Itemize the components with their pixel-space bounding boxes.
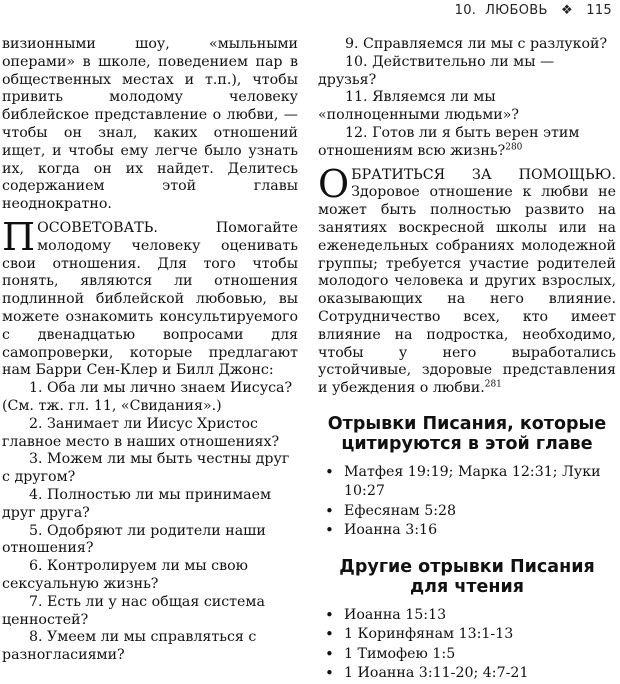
question-item: 9. Справляемся ли мы с разлукой?: [345, 36, 608, 52]
heading-line: Другие отрывки Писания: [339, 556, 595, 577]
question-item: 2. Занимает ли Иисус Христос главное место в наших отношениях?: [2, 415, 280, 450]
question-item: 4. Полностью ли мы принимаем друг друга?: [2, 486, 271, 521]
question-item: 3. Можем ли мы быть честны друг с другом?: [2, 451, 290, 486]
question-item: [318, 125, 616, 161]
list-item: • 1 Тимофею 1:5: [318, 645, 616, 665]
running-header: [0, 0, 612, 22]
question-item: 8. Умеем ли мы справляться с разногласиями?: [2, 629, 257, 664]
list-item: • Иоанна 15:13: [318, 606, 616, 626]
advise-heading: ОСОВЕТОВАТЬ.: [37, 219, 158, 236]
help-heading: БРАТИТЬСЯ ЗА ПОМОЩЬЮ.: [351, 166, 616, 183]
footnote-ref: 280: [505, 142, 523, 153]
page-number: 115: [586, 3, 612, 18]
list-item: • Ефесянам 5:28: [318, 502, 616, 522]
advise-dropcap: П: [2, 214, 36, 259]
other-scripture-heading: [318, 557, 616, 597]
chapter-title: ЛЮБОВЬ: [485, 3, 548, 18]
ornament-icon: ❖: [561, 3, 573, 18]
help-dropcap: О: [318, 161, 350, 206]
question-item: 1. Оба ли мы лично знаем Иисуса? (См. тж. гл. 11, «Свидания».): [2, 380, 293, 414]
chapter-number: 10.: [454, 3, 477, 18]
list-item: • 1 Иоанна 3:11-20; 4:7-21: [318, 664, 616, 684]
list-item: • 1 Коринфянам 13:1-13: [318, 625, 616, 645]
right-column: [318, 36, 616, 684]
heading-line: Отрывки Писания, которые: [327, 413, 607, 434]
intro-paragraph: визионными шоу, «мыльными операми» в школе, поведением пар в общественных местах и т.п.), чтобы привить молодому человеку библейское представление о любви, — чтобы он знал, каких отношений ищет, и чтобы ему легче было узнать их, когда он их найдет. Делитесь содержанием этой главы неоднократно.: [2, 36, 298, 213]
heading-line: цитируются в этой главе: [341, 433, 593, 454]
footnote-ref: 281: [484, 379, 502, 390]
question-text: 12. Готов ли я быть верен этим отношениям всю жизнь?: [318, 124, 580, 159]
cited-scripture-list: [318, 463, 616, 541]
advise-text: Помогайте молодому человеку оценивать свои отношения. Для того чтобы понять, являются ли отношения подлинной библейской любовью, вы можете ознакомить консультируемого с двенадцатью вопросами для самопроверки, которые предлагают нам Барри Сен-Клер и Билл Джонс:: [2, 219, 298, 379]
list-item: • Иоанна 3:16: [318, 521, 616, 541]
question-item: 10. Действительно ли мы — друзья?: [318, 53, 555, 88]
left-column: [2, 36, 298, 665]
question-item: 7. Есть ли у нас общая система ценностей?: [2, 593, 265, 628]
help-text: Здоровое отношение к любви не может быть полностью развито на занятиях воскресной школы или на еженедельных собраниях молодежной группы; требуется участие родителей молодого человека и других взрослых, оказывающих на него влияние. Сотрудничество всех, кто имеет влияние на подростка, необходимо, чтобы у него выработались устойчивые, здоровые представления и убеждения о любви.: [318, 184, 616, 397]
cited-scripture-heading: [318, 414, 616, 454]
other-scripture-list: [318, 606, 616, 684]
heading-line: для чтения: [410, 576, 524, 597]
advise-section: [2, 214, 298, 380]
question-item: 11. Являемся ли мы «полноценными людьми»?: [318, 89, 520, 124]
list-item: • Матфея 19:19; Марка 12:31; Луки 10:27: [318, 463, 616, 502]
question-item: 5. Одобряют ли родители наши отношения?: [2, 522, 266, 557]
help-section: [318, 161, 616, 398]
question-item: 6. Контролируем ли мы свою сексуальную жизнь?: [2, 558, 248, 592]
